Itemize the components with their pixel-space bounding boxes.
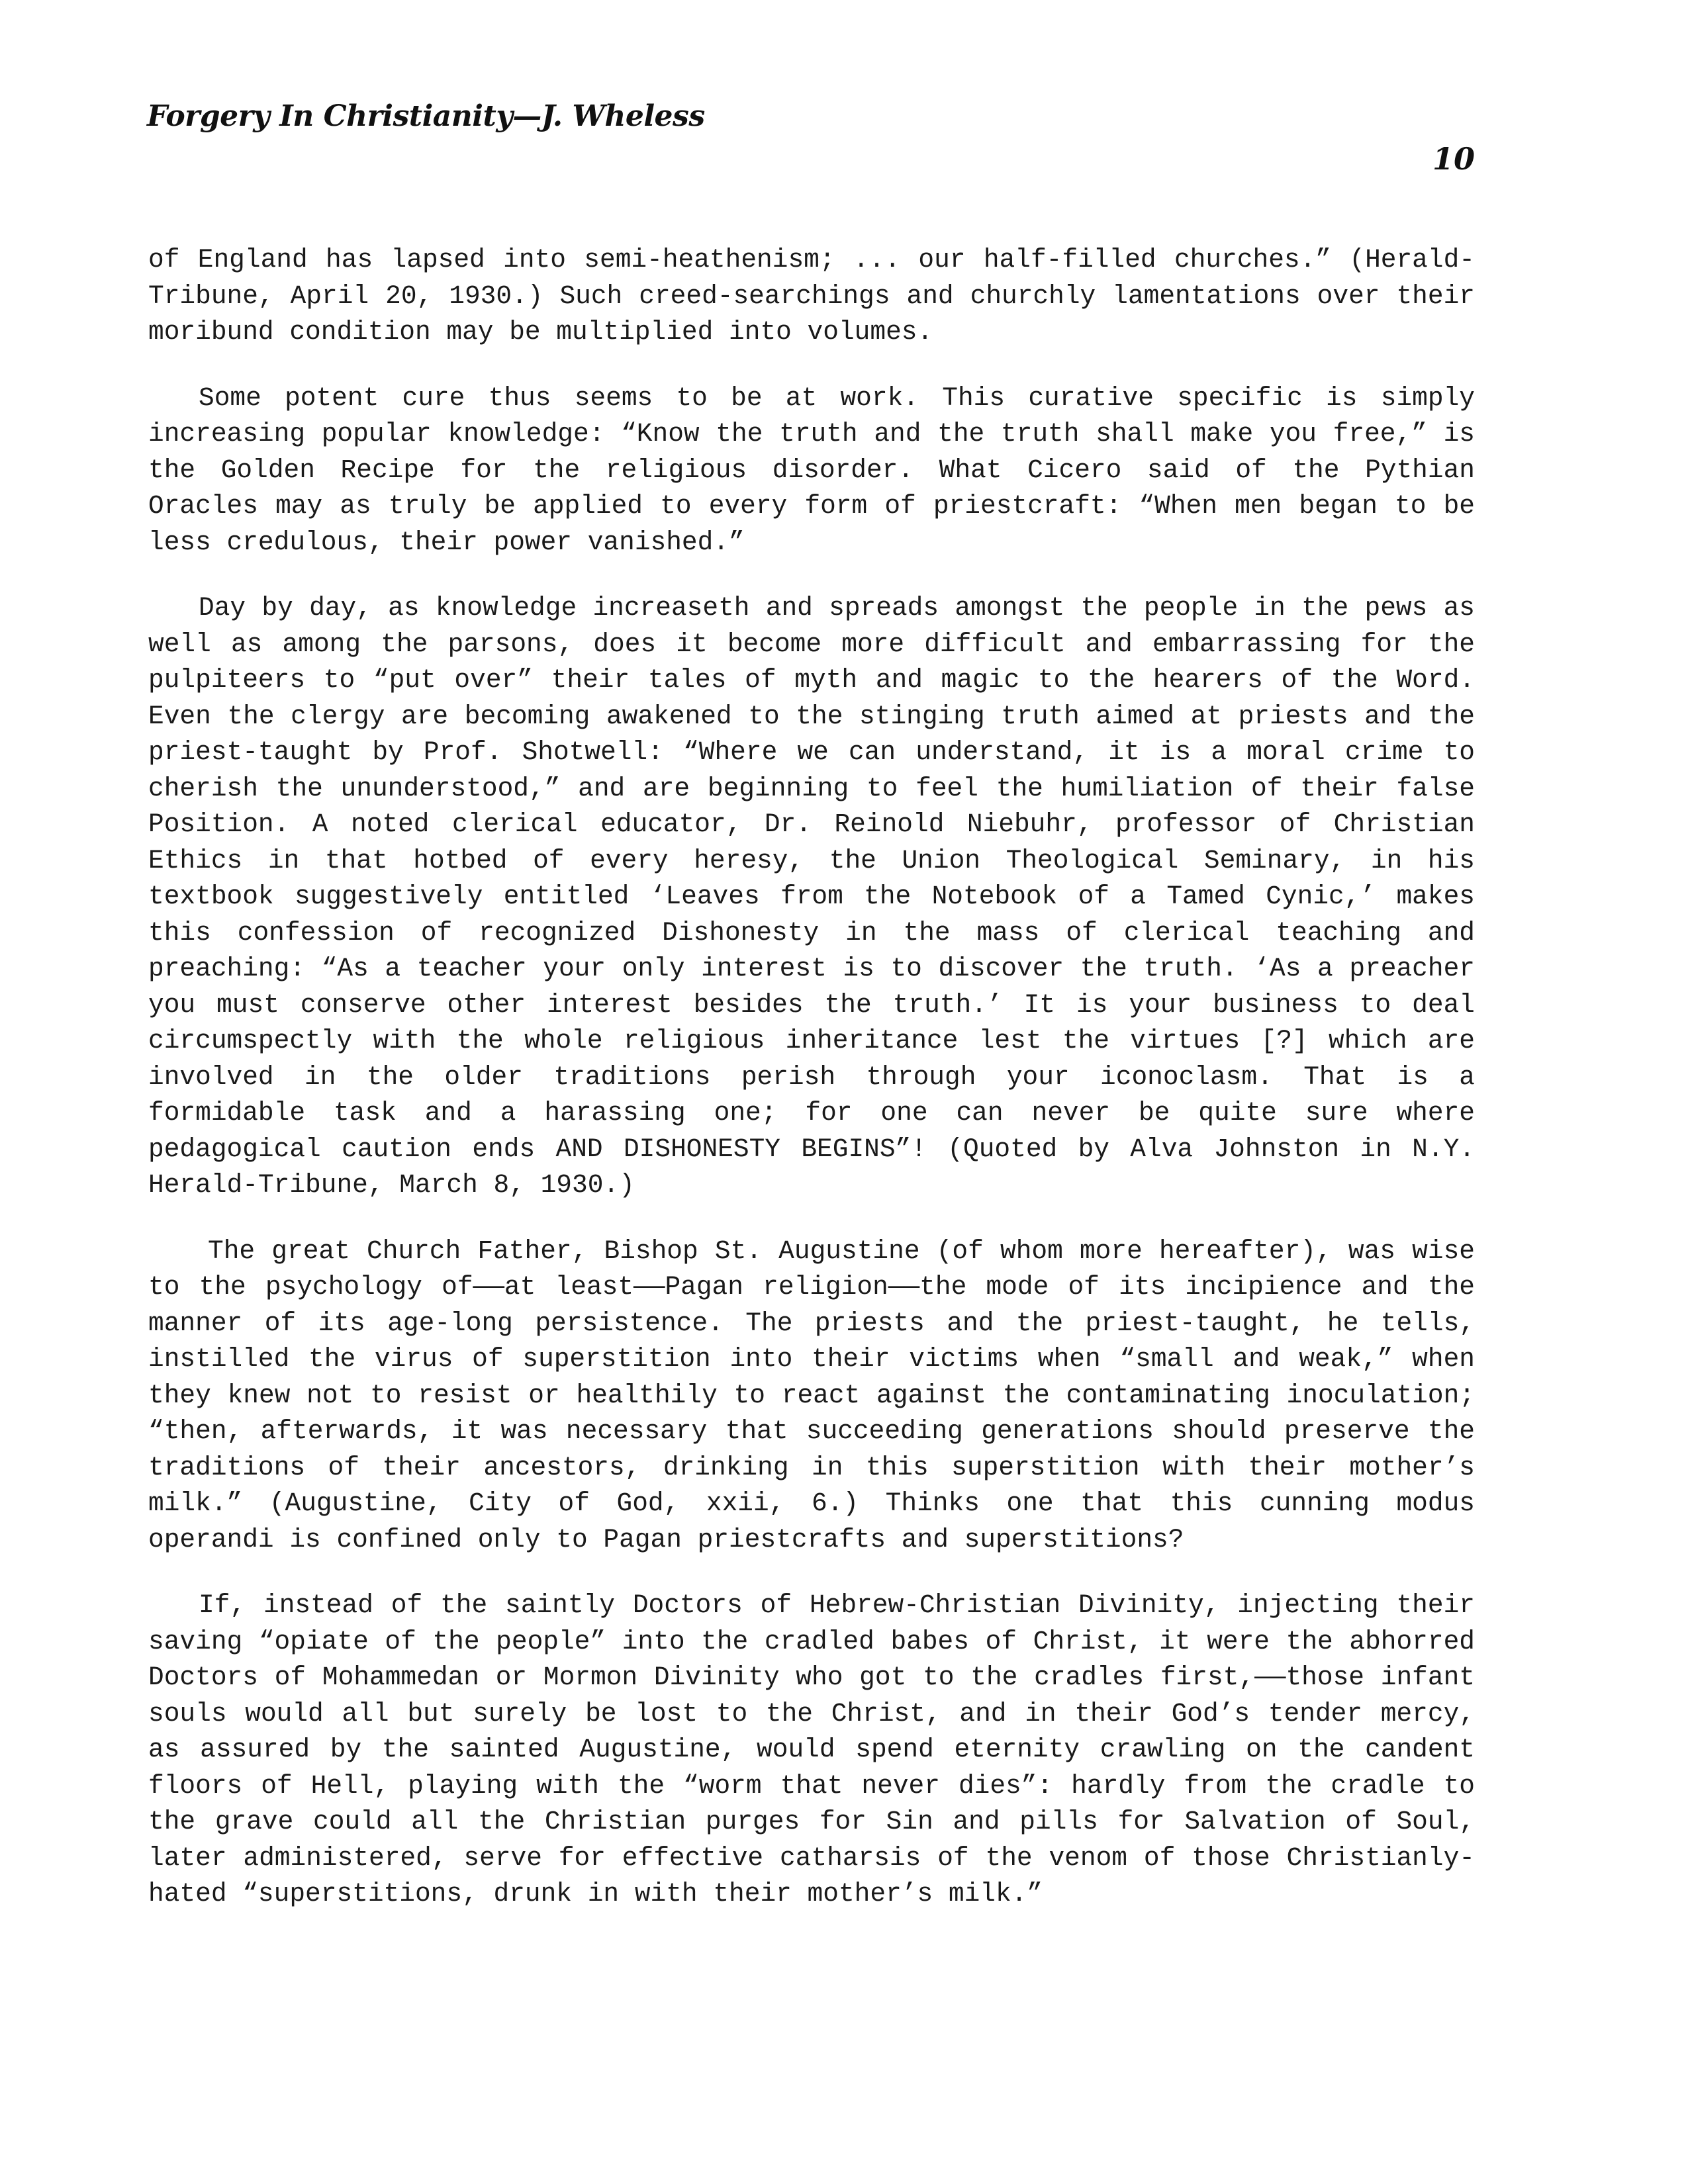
page-number: 10 [1432, 141, 1475, 177]
paragraph-doctors: If, instead of the saintly Doctors of Hebrew-Christian Divinity, injecting their saving “opiate of the people” into the cradled babes of Christ, it were the abhorred Doctors of Mohammedan or Mormon Divinity who got to the cradles first,——those infant souls would all but surely be lost to the Christ, and in their God’s tender mercy, as assured by the sainted Augustine, would spend eternity crawling on the candent floors of Hell, playing with the “worm that never dies”: hardly from the cradle to the grave could all the Christian purges for Sin and pills for Salvation of Soul, later administered, serve for effective catharsis of the venom of those Christianly-hated “superstitions, drunk in with their mother’s milk.” [148, 1590, 1475, 1909]
paragraph-potent-cure: Some potent cure thus seems to be at work. This curative specific is simply increasing popular knowledge: “Know the truth and the truth shall make you free,” is the Golden Recipe for the religious disorder. What Cicero said of the Pythian Oracles may as truly be applied to every form of priestcraft: “When men began to be less credulous, their power vanished.” [148, 383, 1475, 557]
paragraph-day-by-day: Day by day, as knowledge increaseth and spreads amongst the people in the pews as well as among the parsons, does it become more difficult and embarrassing for the pulpiteers to “put over” their tales of myth and magic to the hearers of the Word. Even the clergy are becoming awakened to the stinging truth aimed at priests and the priest-taught by Prof. Shotwell: “Where we can understand, it is a moral crime to cherish the ununderstood,” and are beginning to feel the humiliation of their false Position. A noted clerical educator, Dr. Reinold Niebuhr, professor of Christian Ethics in that hotbed of every heresy, the Union Theological Seminary, in his textbook suggestively entitled ‘Leaves from the Notebook of a Tamed Cynic,’ makes this confession of recognized Dishonesty in the mass of clerical teaching and preaching: “As a teacher your only interest is to discover the truth. ‘As a preacher you must conserve other interest besides the truth.’ It is your business to deal circumspectly with the whole religious inheritance lest the virtues [?] which are involved in the older traditions perish through your iconoclasm. That is a formidable task and a harassing one; for one can never be quite sure where pedagogical caution ends AND DISHONESTY BEGINS”! (Quoted by Alva Johnston in N.Y. Herald-Tribune, March 8, 1930.) [148, 593, 1475, 1200]
body-text [148, 242, 1475, 1942]
paragraph-continuation: of England has lapsed into semi-heathenism; ... our half-filled churches.” (Herald-Tribune, April 20, 1930.) Such creed-searchings and churchly lamentations over their moribund condition may be multiplied into volumes. [148, 245, 1475, 347]
paragraph-augustine: The great Church Father, Bishop St. Augustine (of whom more hereafter), was wise to the psychology of——at least——Pagan religion——the mode of its incipience and the manner of its age-long persistence. The priests and the priest-taught, he tells, instilled the virus of superstition into their victims when “small and weak,” when they knew not to resist or healthily to react against the contaminating inoculation; “then, afterwards, it was necessary that succeeding generations should preserve the traditions of their ancestors, drinking in this superstition with their mother’s milk.” (Augustine, City of God, xxii, 6.) Thinks one that this cunning modus operandi is confined only to Pagan priestcrafts and superstitions? [148, 1236, 1475, 1555]
running-title: Forgery In Christianity—J. Wheless [147, 99, 705, 133]
